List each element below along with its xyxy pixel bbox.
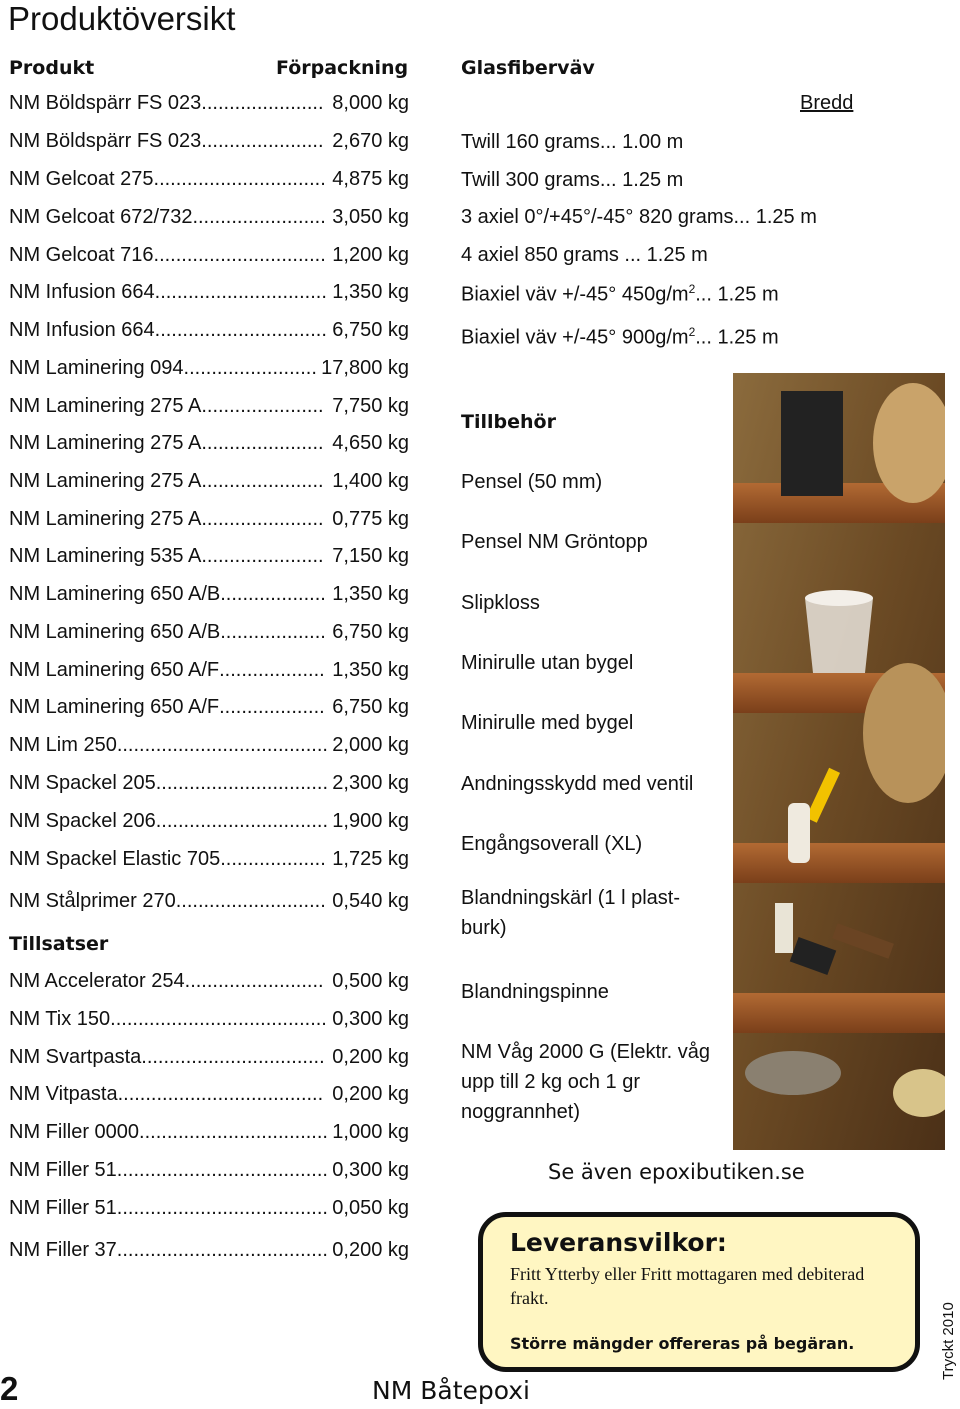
package-size: 4,650 kg (332, 432, 409, 454)
fabric-width: 1.25 m (717, 283, 779, 306)
product-name: NM Böldspärr FS 023 (9, 92, 202, 114)
glass-fabric-row (461, 282, 861, 307)
dot-leader: ...................... (201, 395, 324, 417)
product-name: NM Gelcoat 672/732 (9, 206, 193, 228)
product-name: NM Laminering 275 A (9, 508, 202, 530)
mixing-cup-icon (805, 598, 873, 673)
product-name: NM Laminering 535 A (9, 545, 202, 567)
fabric-width: 1.25 m (622, 169, 684, 191)
product-name: NM Tix 150 (9, 1008, 111, 1030)
dot-leader: ............................... (155, 772, 329, 794)
dot-leader: ...................................... (116, 1159, 328, 1181)
dot-leader: ................... (220, 583, 326, 605)
package-size: 0,300 kg (332, 1008, 409, 1030)
dot-leader: ............................... (155, 810, 329, 832)
accessories-photo (733, 373, 945, 1150)
column-header-packaging: Förpackning (276, 57, 409, 79)
dot-leader: ............................... (153, 244, 326, 266)
fabric-name: Twill 160 grams... (461, 131, 623, 153)
glass-fabric-row (461, 169, 861, 192)
dot-leader: ............................... (154, 319, 327, 341)
product-name: NM Stålprimer 270 (9, 890, 176, 912)
accessory-item: Minirulle utan bygel (461, 652, 634, 674)
product-name: NM Svartpasta (9, 1046, 142, 1068)
product-name: NM Laminering 650 A/F (9, 696, 220, 718)
product-name: NM Filler 0000 (9, 1121, 140, 1143)
product-name: NM Laminering 275 A (9, 432, 202, 454)
package-size: 0,200 kg (332, 1046, 409, 1068)
package-size: 0,050 kg (332, 1197, 409, 1219)
fabric-name: Biaxiel väv +/-45° 450g/m (461, 283, 689, 306)
accessories-header: Tillbehör (461, 411, 556, 433)
dot-leader: ................... (219, 696, 325, 718)
additives-header: Tillsatser (9, 933, 109, 955)
product-name: NM Infusion 664 (9, 319, 155, 341)
dot-leader: ... (695, 326, 718, 349)
package-size: 4,875 kg (332, 168, 409, 190)
dot-leader: ........................ (183, 357, 317, 379)
printed-year: Tryckt 2010 (940, 1302, 957, 1380)
package-size: 1,200 kg (332, 244, 409, 266)
package-size: 2,300 kg (332, 772, 409, 794)
fabric-name: Twill 300 grams... (461, 169, 623, 191)
dot-leader: ................... (220, 848, 326, 870)
fabric-name: 3 axiel 0°/+45°/-45° 820 grams... (461, 206, 756, 228)
package-size: 1,350 kg (332, 281, 409, 303)
dot-leader: ...................... (201, 92, 324, 114)
product-name: NM Laminering 275 A (9, 395, 202, 417)
package-size: 7,750 kg (332, 395, 409, 417)
product-name: NM Laminering 650 A/B (9, 583, 221, 605)
package-size: 0,200 kg (332, 1083, 409, 1105)
accessory-item: Slipkloss (461, 592, 540, 614)
dot-leader: .................................. (139, 1121, 328, 1143)
dot-leader: ... (695, 283, 718, 306)
footer-brand: NM Båtepoxi (372, 1376, 531, 1405)
dot-leader: ............................... (154, 281, 327, 303)
width-header: Bredd (800, 92, 854, 114)
product-name: NM Accelerator 254 (9, 970, 185, 992)
package-size: 6,750 kg (332, 319, 409, 341)
dot-leader: ...................... (201, 470, 324, 492)
dot-leader: ....................................... (110, 1008, 327, 1030)
package-size: 0,200 kg (332, 1239, 409, 1261)
dot-leader: ......................... (184, 970, 324, 992)
glass-fabric-row (461, 131, 861, 154)
product-name: NM Laminering 650 A/F (9, 659, 220, 681)
accessory-item: Blandningskärl (1 l plast-burk) (461, 887, 680, 939)
dot-leader: ...................... (201, 508, 324, 530)
dot-leader: ...................... (201, 130, 324, 152)
package-size: 1,000 kg (332, 1121, 409, 1143)
glass-fabric-row (461, 206, 861, 229)
product-name: NM Gelcoat 275 (9, 168, 154, 190)
package-size: 1,725 kg (332, 848, 409, 870)
fabric-width: 1.25 m (646, 244, 708, 266)
package-size: 0,500 kg (332, 970, 409, 992)
dot-leader: ...................... (201, 545, 324, 567)
dot-leader: ...................... (201, 432, 324, 454)
fabric-name: 4 axiel 850 grams ... (461, 244, 647, 266)
fabric-name: Biaxiel väv +/-45° 900g/m (461, 326, 689, 349)
package-size: 17,800 kg (321, 357, 409, 379)
delivery-terms-title: Leveransvilkor: (510, 1228, 727, 1257)
package-size: 3,050 kg (332, 206, 409, 228)
glass-fabric-row (461, 325, 861, 350)
product-name: NM Spackel Elastic 705 (9, 848, 221, 870)
package-size: 6,750 kg (332, 621, 409, 643)
page-number: 2 (0, 1370, 19, 1407)
accessory-item: Andningsskydd med ventil (461, 773, 694, 795)
accessory-item: Engångsoverall (XL) (461, 833, 643, 855)
accessory-item: NM Våg 2000 G (Elektr. våg upp till 2 kg och 1 gr noggrannhet) (461, 1041, 711, 1123)
page-title: Produktöversikt (8, 0, 236, 37)
scale-icon (745, 1051, 841, 1095)
column-header-product: Produkt (9, 57, 95, 79)
package-size: 1,350 kg (332, 659, 409, 681)
delivery-terms-note: Större mängder offereras på begäran. (510, 1334, 855, 1353)
package-size: 1,350 kg (332, 583, 409, 605)
package-size: 2,000 kg (332, 734, 409, 756)
package-size: 7,150 kg (332, 545, 409, 567)
dot-leader: ...................................... (116, 1197, 328, 1219)
product-name: NM Spackel 205 (9, 772, 156, 794)
product-name: NM Filler 37 (9, 1239, 117, 1261)
glass-fabric-header: Glasfiberväv (461, 57, 595, 79)
dot-leader: ................... (219, 659, 325, 681)
package-size: 0,540 kg (332, 890, 409, 912)
dot-leader: ........................... (175, 890, 326, 912)
package-size: 1,900 kg (332, 810, 409, 832)
product-name: NM Laminering 094 (9, 357, 184, 379)
product-name: NM Laminering 650 A/B (9, 621, 221, 643)
dot-leader: ...................................... (116, 734, 328, 756)
accessory-item: Pensel NM Gröntopp (461, 531, 648, 553)
glass-fabric-row (461, 244, 861, 267)
superscript: 2 (688, 325, 696, 339)
delivery-terms-text: Fritt Ytterby eller Fritt mottagaren med debiterad frakt. (510, 1264, 865, 1308)
product-name: NM Filler 51 (9, 1159, 117, 1181)
sanding-block-icon (781, 391, 843, 496)
superscript: 2 (688, 282, 696, 296)
dot-leader: ............................... (153, 168, 326, 190)
product-name: NM Spackel 206 (9, 810, 156, 832)
accessory-item: Blandningspinne (461, 981, 609, 1003)
dot-leader: ..................................... (117, 1083, 324, 1105)
package-size: 6,750 kg (332, 696, 409, 718)
package-size: 2,670 kg (332, 130, 409, 152)
see-also-link[interactable]: Se även epoxibutiken.se (548, 1160, 805, 1184)
accessory-item: Minirulle med bygel (461, 712, 634, 734)
dot-leader: ................... (220, 621, 326, 643)
product-name: NM Lim 250 (9, 734, 117, 756)
package-size: 0,775 kg (332, 508, 409, 530)
fabric-width: 1.25 m (755, 206, 817, 228)
fabric-width: 1.25 m (717, 326, 779, 349)
product-name: NM Laminering 275 A (9, 470, 202, 492)
dot-leader: ................................. (141, 1046, 325, 1068)
dot-leader: ........................ (192, 206, 326, 228)
product-name: NM Gelcoat 716 (9, 244, 154, 266)
accessory-item: Pensel (50 mm) (461, 471, 603, 493)
product-name: NM Vitpasta (9, 1083, 118, 1105)
product-name: NM Böldspärr FS 023 (9, 130, 202, 152)
dot-leader: ...................................... (116, 1239, 328, 1261)
package-size: 1,400 kg (332, 470, 409, 492)
package-size: 0,300 kg (332, 1159, 409, 1181)
fabric-width: 1.00 m (622, 131, 684, 153)
package-size: 8,000 kg (332, 92, 409, 114)
product-name: NM Infusion 664 (9, 281, 155, 303)
product-name: NM Filler 51 (9, 1197, 117, 1219)
